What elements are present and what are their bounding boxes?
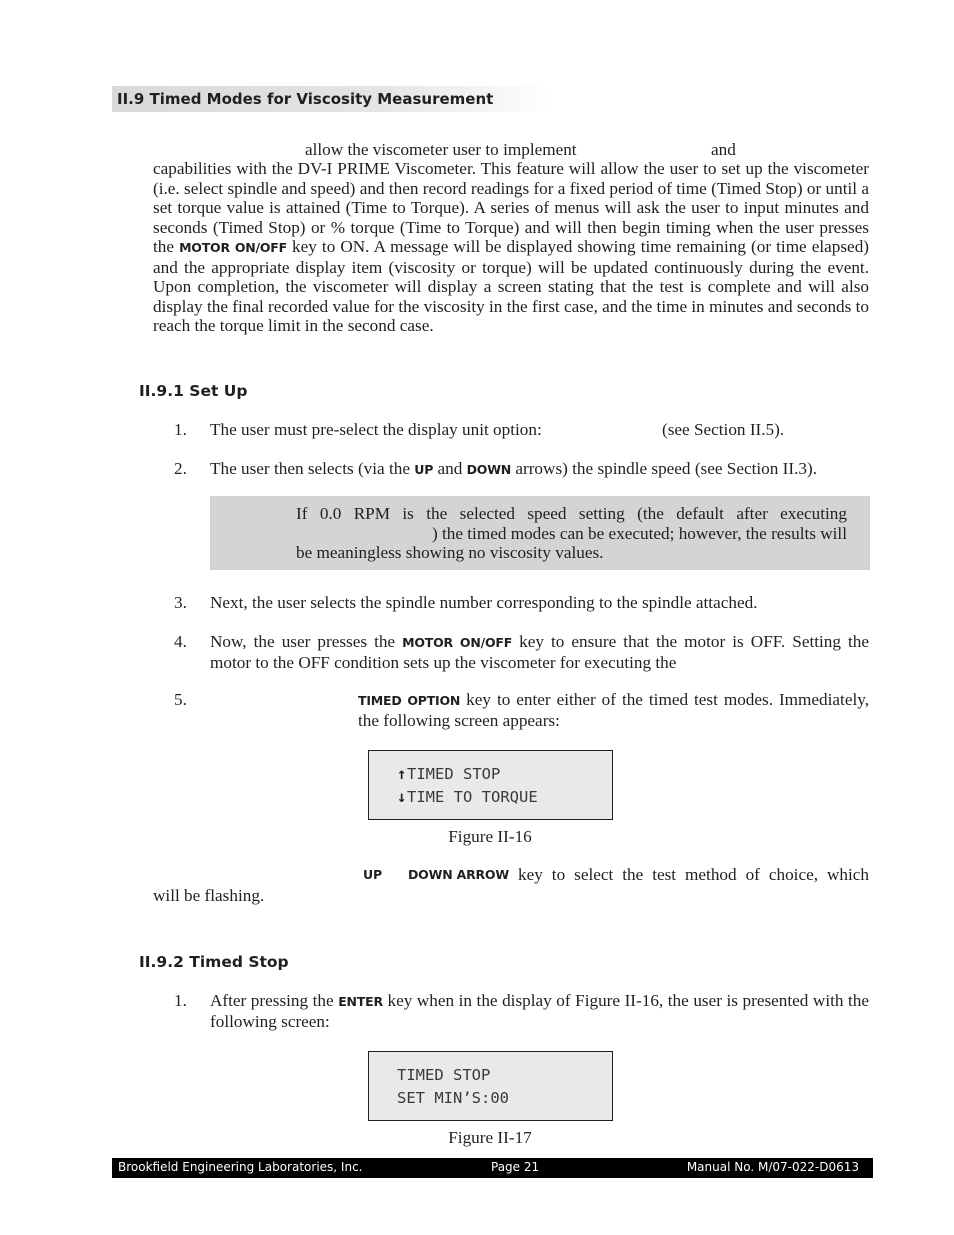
lcd-line-1: TIMED STOP: [397, 1066, 491, 1084]
after-figure-16-text-2: will be flashing.: [153, 886, 265, 905]
note-line-2: ) the timed modes can be executed; however, the results will: [431, 523, 847, 543]
figure-16-caption: Figure II-16: [448, 827, 532, 846]
setup-item-4-text: [210, 632, 869, 672]
setup-item-5-text: [358, 690, 869, 730]
intro-text-2: key to ON. A message will be displayed showing time remaining (or time elapsed) and the appropriate display item (viscosity or torque) will be updated continuously during the event. Upon completion, the viscometer will display a screen stating that the test is complete and will also display the final recorded value for the viscosity in the first case, and the time in minutes and seconds to reach the torque limit in the second case.: [153, 237, 870, 335]
figure-17-caption: Figure II-17: [448, 1128, 532, 1147]
setup-item-4-text-b: key to ensure that the motor is OFF. Setting the motor to the OFF condition sets up the viscometer for executing the: [210, 632, 870, 672]
note-line-1: If 0.0 RPM is the selected speed setting (the default after executing: [296, 504, 847, 523]
setup-item-2-text: [210, 459, 869, 480]
timed-stop-item-1-text: [210, 991, 869, 1031]
note-line-3: be meaningless showing no viscosity values.: [296, 543, 604, 562]
setup-heading: II.9.1 Set Up: [139, 382, 248, 400]
setup-item-4-text-a: Now, the user presses the: [210, 632, 396, 651]
up-arrow-icon: ↑: [397, 765, 407, 783]
page-footer: [112, 1158, 873, 1178]
lcd-line-1: [397, 765, 500, 783]
footer-manual-number: Manual No. M/07-022-D0613: [686, 1160, 859, 1174]
lcd-line-2-text: TIME TO TORQUE: [407, 788, 538, 806]
enter-key-label: ENTER: [338, 994, 383, 1009]
timed-stop-item-1-text-a: After pressing the: [210, 991, 334, 1010]
setup-item-3-number: 3.: [174, 593, 187, 612]
setup-item-3-text: Next, the user selects the spindle number corresponding to the spindle attached.: [210, 593, 758, 612]
lcd-display-figure-16: [368, 750, 613, 820]
footer-company: Brookfield Engineering Laboratories, Inc.: [118, 1160, 363, 1174]
down-arrow-key-label: DOWN ARROW: [408, 867, 509, 882]
setup-item-2-number: 2.: [174, 459, 187, 478]
setup-item-1-number: 1.: [174, 420, 187, 439]
lcd-display-figure-17: [368, 1051, 613, 1121]
up-key-label: UP: [414, 462, 434, 477]
motor-key-label: MOTOR ON/OFF: [179, 240, 287, 255]
lcd-line-1-text: TIMED STOP: [407, 765, 501, 783]
setup-item-5-text-a: key to enter either of the timed test modes. Immediately, the following screen appears:: [358, 690, 869, 730]
setup-item-2-text-b: arrows) the spindle speed (see Section II.3).: [515, 459, 817, 478]
intro-text-1: capabilities with the DV-I PRIME Viscometer. This feature will allow the user to set up the viscometer (i.e. select spindle and speed) and then record readings for a fixed period of time (Timed Stop) or until a set torque value is attained (Time to Torque). A series of menus will ask the user to input minutes and seconds (Timed Stop) or % torque (Time to Torque) and will then begin timing when the user presses the: [153, 159, 869, 256]
setup-item-5-number: 5.: [174, 690, 187, 709]
setup-item-2-text-a: The user then selects (via the: [210, 459, 410, 478]
section-title: II.9 Timed Modes for Viscosity Measurement: [117, 90, 494, 108]
timed-stop-item-1-text-b: key when in the display of Figure II-16, the user is presented with the following screen:: [210, 991, 870, 1031]
intro-line1: allow the viscometer user to implement: [305, 140, 577, 159]
setup-item-2-and: and: [437, 459, 463, 478]
note-text: [296, 504, 847, 563]
timed-stop-heading: II.9.2 Timed Stop: [139, 953, 289, 971]
lcd-line-2: SET MIN’S:00: [397, 1089, 509, 1107]
motor-key-label: MOTOR ON/OFF: [402, 635, 513, 650]
setup-item-1-text: The user must pre-select the display unit option:: [210, 420, 542, 439]
setup-item-4-number: 4.: [174, 632, 187, 651]
lcd-line-2: [397, 788, 538, 806]
timed-option-key-label: TIMED OPTION: [358, 693, 461, 708]
setup-item-1-ref: (see Section II.5).: [662, 420, 785, 439]
footer-page-number: Page 21: [491, 1160, 540, 1174]
after-figure-16-text: key to select the test method of choice, which: [518, 865, 869, 884]
down-key-label: DOWN: [466, 462, 512, 477]
intro-paragraph: [153, 159, 869, 336]
up-key-label: UP: [363, 867, 382, 882]
down-arrow-icon: ↓: [397, 788, 407, 806]
timed-stop-item-1-number: 1.: [174, 991, 187, 1010]
intro-line1-and: and: [711, 140, 736, 159]
